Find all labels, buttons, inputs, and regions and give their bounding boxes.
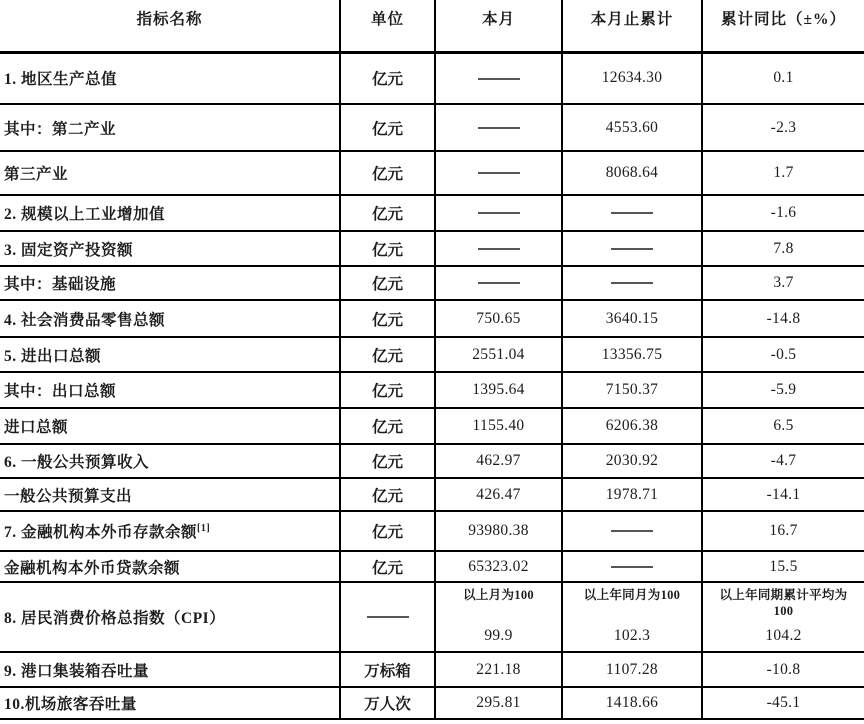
yoy-value-cell (702, 582, 864, 652)
unit-cell: 亿元 (340, 300, 435, 337)
indicator-name: 8. 居民消费价格总指数（CPI） (4, 610, 226, 627)
indicator-name-cell (0, 300, 340, 337)
table-row (0, 104, 864, 151)
em-dash (611, 566, 653, 568)
table-header (0, 0, 864, 52)
indicator-name-cell (0, 582, 340, 652)
cpi-index-value: 104.2 (765, 627, 802, 644)
yoy-value-cell: -10.8 (702, 652, 864, 687)
yoy-value-cell: -0.5 (702, 337, 864, 372)
table-body (0, 52, 864, 719)
cumulative-value-cell (562, 195, 702, 231)
yoy-value-cell: -2.3 (702, 104, 864, 151)
indicator-name-cell (0, 337, 340, 372)
em-dash (611, 212, 653, 214)
cumulative-value-cell: 6206.38 (562, 408, 702, 444)
unit-cell: 亿元 (340, 151, 435, 195)
table-row (0, 337, 864, 372)
table-row (0, 408, 864, 444)
indicator-name-cell (0, 478, 340, 511)
indicator-name-cell (0, 151, 340, 195)
indicator-name: 其中：出口总额 (4, 383, 117, 400)
em-dash (478, 282, 520, 284)
em-dash (478, 212, 520, 214)
table-row (0, 687, 864, 719)
yoy-value-cell: -14.1 (702, 478, 864, 511)
unit-cell: 亿元 (340, 372, 435, 408)
em-dash (611, 282, 653, 284)
unit-cell: 万标箱 (340, 652, 435, 687)
table-row (0, 151, 864, 195)
yoy-value-cell: -4.7 (702, 444, 864, 478)
col-header-cumulative: 本月止累计 (562, 0, 702, 52)
unit-cell: 亿元 (340, 478, 435, 511)
month-value-cell: 750.65 (435, 300, 562, 337)
indicator-name-cell (0, 408, 340, 444)
month-value-cell: 65323.02 (435, 551, 562, 582)
em-dash (478, 172, 520, 174)
col-header-yoy: 累计同比（±%） (702, 0, 864, 52)
em-dash (611, 530, 653, 532)
unit-cell: 亿元 (340, 266, 435, 300)
indicator-name-cell (0, 266, 340, 300)
cpi-sub-cell (440, 586, 557, 648)
cumulative-value-cell: 8068.64 (562, 151, 702, 195)
table-row (0, 511, 864, 551)
table-row (0, 444, 864, 478)
yoy-value-cell: -5.9 (702, 372, 864, 408)
cpi-index-value: 102.3 (613, 627, 651, 644)
cumulative-value-cell: 3640.15 (562, 300, 702, 337)
month-value-cell (435, 195, 562, 231)
yoy-value-cell: 16.7 (702, 511, 864, 551)
header-row (0, 0, 864, 52)
indicator-name: 7. 金融机构本外币存款余额 (4, 524, 198, 541)
month-value-cell (435, 266, 562, 300)
cumulative-value-cell (562, 551, 702, 582)
cpi-index-value: 99.9 (484, 627, 513, 644)
cpi-base-label: 以上月为100 (463, 588, 534, 602)
unit-cell: 亿元 (340, 104, 435, 151)
unit-cell: 万人次 (340, 687, 435, 719)
indicator-name: 3. 固定资产投资额 (4, 241, 134, 259)
cpi-base-label: 以上年同月为100 (583, 588, 681, 602)
unit-cell: 亿元 (340, 551, 435, 582)
unit-cell: 亿元 (340, 408, 435, 444)
yoy-value-cell: 7.8 (702, 231, 864, 266)
indicator-name: 6. 一般公共预算收入 (4, 454, 150, 471)
cumulative-value-cell (562, 231, 702, 266)
indicator-name-cell (0, 372, 340, 408)
indicator-name-cell (0, 551, 340, 582)
indicator-name: 第三产业 (4, 166, 69, 183)
cumulative-value-cell (562, 511, 702, 551)
indicator-name: 进口总额 (4, 419, 69, 436)
table-row (0, 195, 864, 231)
table-row (0, 231, 864, 266)
em-dash (367, 616, 409, 618)
yoy-value-cell: 6.5 (702, 408, 864, 444)
table-row (0, 266, 864, 300)
em-dash (611, 248, 653, 250)
yoy-value-cell: 0.1 (702, 52, 864, 104)
table-row (0, 551, 864, 582)
indicator-name: 金融机构本外币贷款余额 (4, 559, 181, 577)
table-row (0, 478, 864, 511)
yoy-value-cell: -1.6 (702, 195, 864, 231)
cumulative-value-cell: 4553.60 (562, 104, 702, 151)
em-dash (478, 78, 520, 80)
indicator-name-cell (0, 444, 340, 478)
cumulative-value-cell: 1418.66 (562, 687, 702, 719)
yoy-value-cell: 1.7 (702, 151, 864, 195)
unit-cell: 亿元 (340, 195, 435, 231)
yoy-value-cell: -14.8 (702, 300, 864, 337)
indicator-name: 1. 地区生产总值 (4, 71, 118, 89)
unit-cell: 亿元 (340, 511, 435, 551)
table-row (0, 372, 864, 408)
month-value-cell (435, 52, 562, 104)
indicator-name: 2. 规模以上工业增加值 (4, 206, 166, 223)
cumulative-value-cell: 1107.28 (562, 652, 702, 687)
table-row (0, 300, 864, 337)
em-dash (478, 127, 520, 129)
indicator-name-cell (0, 52, 340, 104)
cumulative-value-cell: 1978.71 (562, 478, 702, 511)
cumulative-value-cell (562, 582, 702, 652)
month-value-cell: 295.81 (435, 687, 562, 719)
indicator-name-cell (0, 231, 340, 266)
col-header-current-month: 本月 (435, 0, 562, 52)
indicator-name: 4. 社会消费品零售总额 (4, 311, 166, 329)
cumulative-value-cell: 7150.37 (562, 372, 702, 408)
indicator-name-cell (0, 687, 340, 719)
yoy-value-cell: -45.1 (702, 687, 864, 719)
unit-cell: 亿元 (340, 52, 435, 104)
month-value-cell: 462.97 (435, 444, 562, 478)
month-value-cell: 426.47 (435, 478, 562, 511)
unit-cell: 亿元 (340, 231, 435, 266)
indicator-name: 5. 进出口总额 (4, 347, 102, 365)
indicator-name: 10.机场旅客吞吐量 (4, 696, 137, 713)
unit-cell: 亿元 (340, 337, 435, 372)
unit-cell: 亿元 (340, 444, 435, 478)
month-value-cell (435, 231, 562, 266)
col-header-unit: 单位 (340, 0, 435, 52)
indicator-name-cell (0, 511, 340, 551)
table-row (0, 652, 864, 687)
yoy-value-cell: 3.7 (702, 266, 864, 300)
cpi-sub-cell (567, 586, 697, 648)
month-value-cell (435, 582, 562, 652)
month-value-cell: 1155.40 (435, 408, 562, 444)
indicator-name: 9. 港口集装箱吞吐量 (4, 662, 150, 680)
indicator-name: 其中：第二产业 (4, 120, 117, 138)
indicator-name: 一般公共预算支出 (4, 487, 133, 505)
cumulative-value-cell: 2030.92 (562, 444, 702, 478)
col-header-indicator-name: 指标名称 (0, 0, 340, 52)
month-value-cell (435, 151, 562, 195)
indicator-name-cell (0, 104, 340, 151)
cumulative-value-cell (562, 266, 702, 300)
footnote-marker: [1] (197, 522, 211, 534)
em-dash (478, 248, 520, 250)
cpi-sub-cell (707, 586, 860, 648)
unit-cell (340, 582, 435, 652)
month-value-cell: 2551.04 (435, 337, 562, 372)
indicator-name-cell (0, 652, 340, 687)
month-value-cell: 221.18 (435, 652, 562, 687)
table-row (0, 52, 864, 104)
month-value-cell (435, 104, 562, 151)
month-value-cell: 1395.64 (435, 372, 562, 408)
cumulative-value-cell: 12634.30 (562, 52, 702, 104)
cpi-base-label: 以上年同期累计平均为100 (719, 588, 848, 618)
yoy-value-cell: 15.5 (702, 551, 864, 582)
month-value-cell: 93980.38 (435, 511, 562, 551)
table-row (0, 582, 864, 652)
indicator-name: 其中：基础设施 (4, 276, 117, 293)
indicator-name-cell (0, 195, 340, 231)
cumulative-value-cell: 13356.75 (562, 337, 702, 372)
